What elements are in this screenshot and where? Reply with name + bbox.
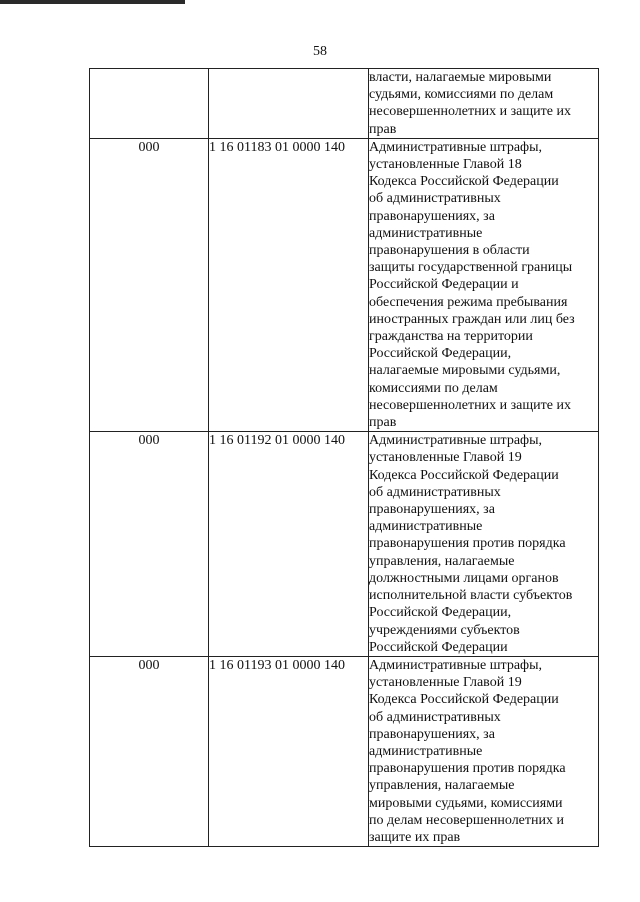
description-line: иностранных граждан или лиц без bbox=[369, 311, 575, 327]
description-line: обеспечения режима пребывания bbox=[369, 294, 568, 310]
description-line: Российской Федерации bbox=[369, 639, 508, 655]
admin-code-cell: 000 bbox=[90, 656, 209, 846]
description-line: правонарушения в области bbox=[369, 243, 530, 259]
table-row bbox=[90, 432, 599, 657]
description-line: мировыми судьями, комиссиями bbox=[369, 795, 563, 811]
description-line: Российской Федерации, bbox=[369, 346, 512, 362]
description-line: управления, налагаемые bbox=[369, 553, 515, 569]
description-line: Административные штрафы, bbox=[369, 139, 543, 155]
description-cell bbox=[369, 138, 599, 431]
description-cell bbox=[369, 432, 599, 657]
description-line: комиссиями по делам bbox=[369, 380, 498, 396]
description-line: Российской Федерации, bbox=[369, 605, 512, 621]
description-line: правонарушениях, за bbox=[369, 726, 495, 742]
admin-code-cell: 000 bbox=[90, 138, 209, 431]
description-line: установленные Главой 18 bbox=[369, 157, 522, 173]
page-number: 58 bbox=[313, 44, 327, 59]
description-line: прав bbox=[369, 415, 397, 431]
budget-code-cell bbox=[209, 69, 369, 139]
description-line: правонарушения против порядка bbox=[369, 761, 566, 777]
description-line: об административных bbox=[369, 191, 501, 207]
budget-code-cell: 1 16 01193 01 0000 140 bbox=[209, 656, 369, 846]
table-row bbox=[90, 69, 599, 139]
description-line: административные bbox=[369, 225, 483, 241]
description-line: установленные Главой 19 bbox=[369, 675, 522, 691]
description-line: Административные штрафы, bbox=[369, 657, 543, 673]
description-line: правонарушениях, за bbox=[369, 502, 495, 518]
description-line: по делам несовершеннолетних и bbox=[369, 812, 564, 828]
description-line: Кодекса Российской Федерации bbox=[369, 467, 559, 483]
description-line: защите их прав bbox=[369, 829, 461, 845]
description-line: гражданства на территории bbox=[369, 329, 533, 345]
budget-code-cell: 1 16 01183 01 0000 140 bbox=[209, 138, 369, 431]
budget-code-table bbox=[89, 68, 599, 847]
table-row bbox=[90, 656, 599, 846]
table-body bbox=[90, 69, 599, 847]
description-line: Кодекса Российской Федерации bbox=[369, 692, 559, 708]
description-line: установленные Главой 19 bbox=[369, 450, 522, 466]
description-line: административные bbox=[369, 743, 483, 759]
description-line: прав bbox=[369, 121, 397, 137]
description-line: управления, налагаемые bbox=[369, 778, 515, 794]
description-line: должностными лицами органов bbox=[369, 570, 559, 586]
description-line: исполнительной власти субъектов bbox=[369, 588, 573, 604]
description-line: несовершеннолетних и защите их bbox=[369, 104, 571, 120]
description-line: об административных bbox=[369, 709, 501, 725]
description-line: учреждениями субъектов bbox=[369, 622, 520, 638]
description-line: судьями, комиссиями по делам bbox=[369, 87, 554, 103]
description-line: несовершеннолетних и защите их bbox=[369, 397, 571, 413]
description-line: налагаемые мировыми судьями, bbox=[369, 363, 561, 379]
description-line: правонарушениях, за bbox=[369, 208, 495, 224]
description-line: защиты государственной границы bbox=[369, 260, 573, 276]
description-line: административные bbox=[369, 519, 483, 535]
admin-code-cell: 000 bbox=[90, 432, 209, 657]
description-line: об административных bbox=[369, 484, 501, 500]
description-line: Кодекса Российской Федерации bbox=[369, 174, 559, 190]
description-cell bbox=[369, 69, 599, 139]
budget-code-cell: 1 16 01192 01 0000 140 bbox=[209, 432, 369, 657]
description-line: Административные штрафы, bbox=[369, 433, 543, 449]
description-line: Российской Федерации и bbox=[369, 277, 519, 293]
table-row bbox=[90, 138, 599, 431]
description-line: правонарушения против порядка bbox=[369, 536, 566, 552]
description-cell bbox=[369, 656, 599, 846]
description-line: власти, налагаемые мировыми bbox=[369, 70, 552, 85]
scan-edge-mark bbox=[0, 0, 185, 4]
admin-code-cell bbox=[90, 69, 209, 139]
